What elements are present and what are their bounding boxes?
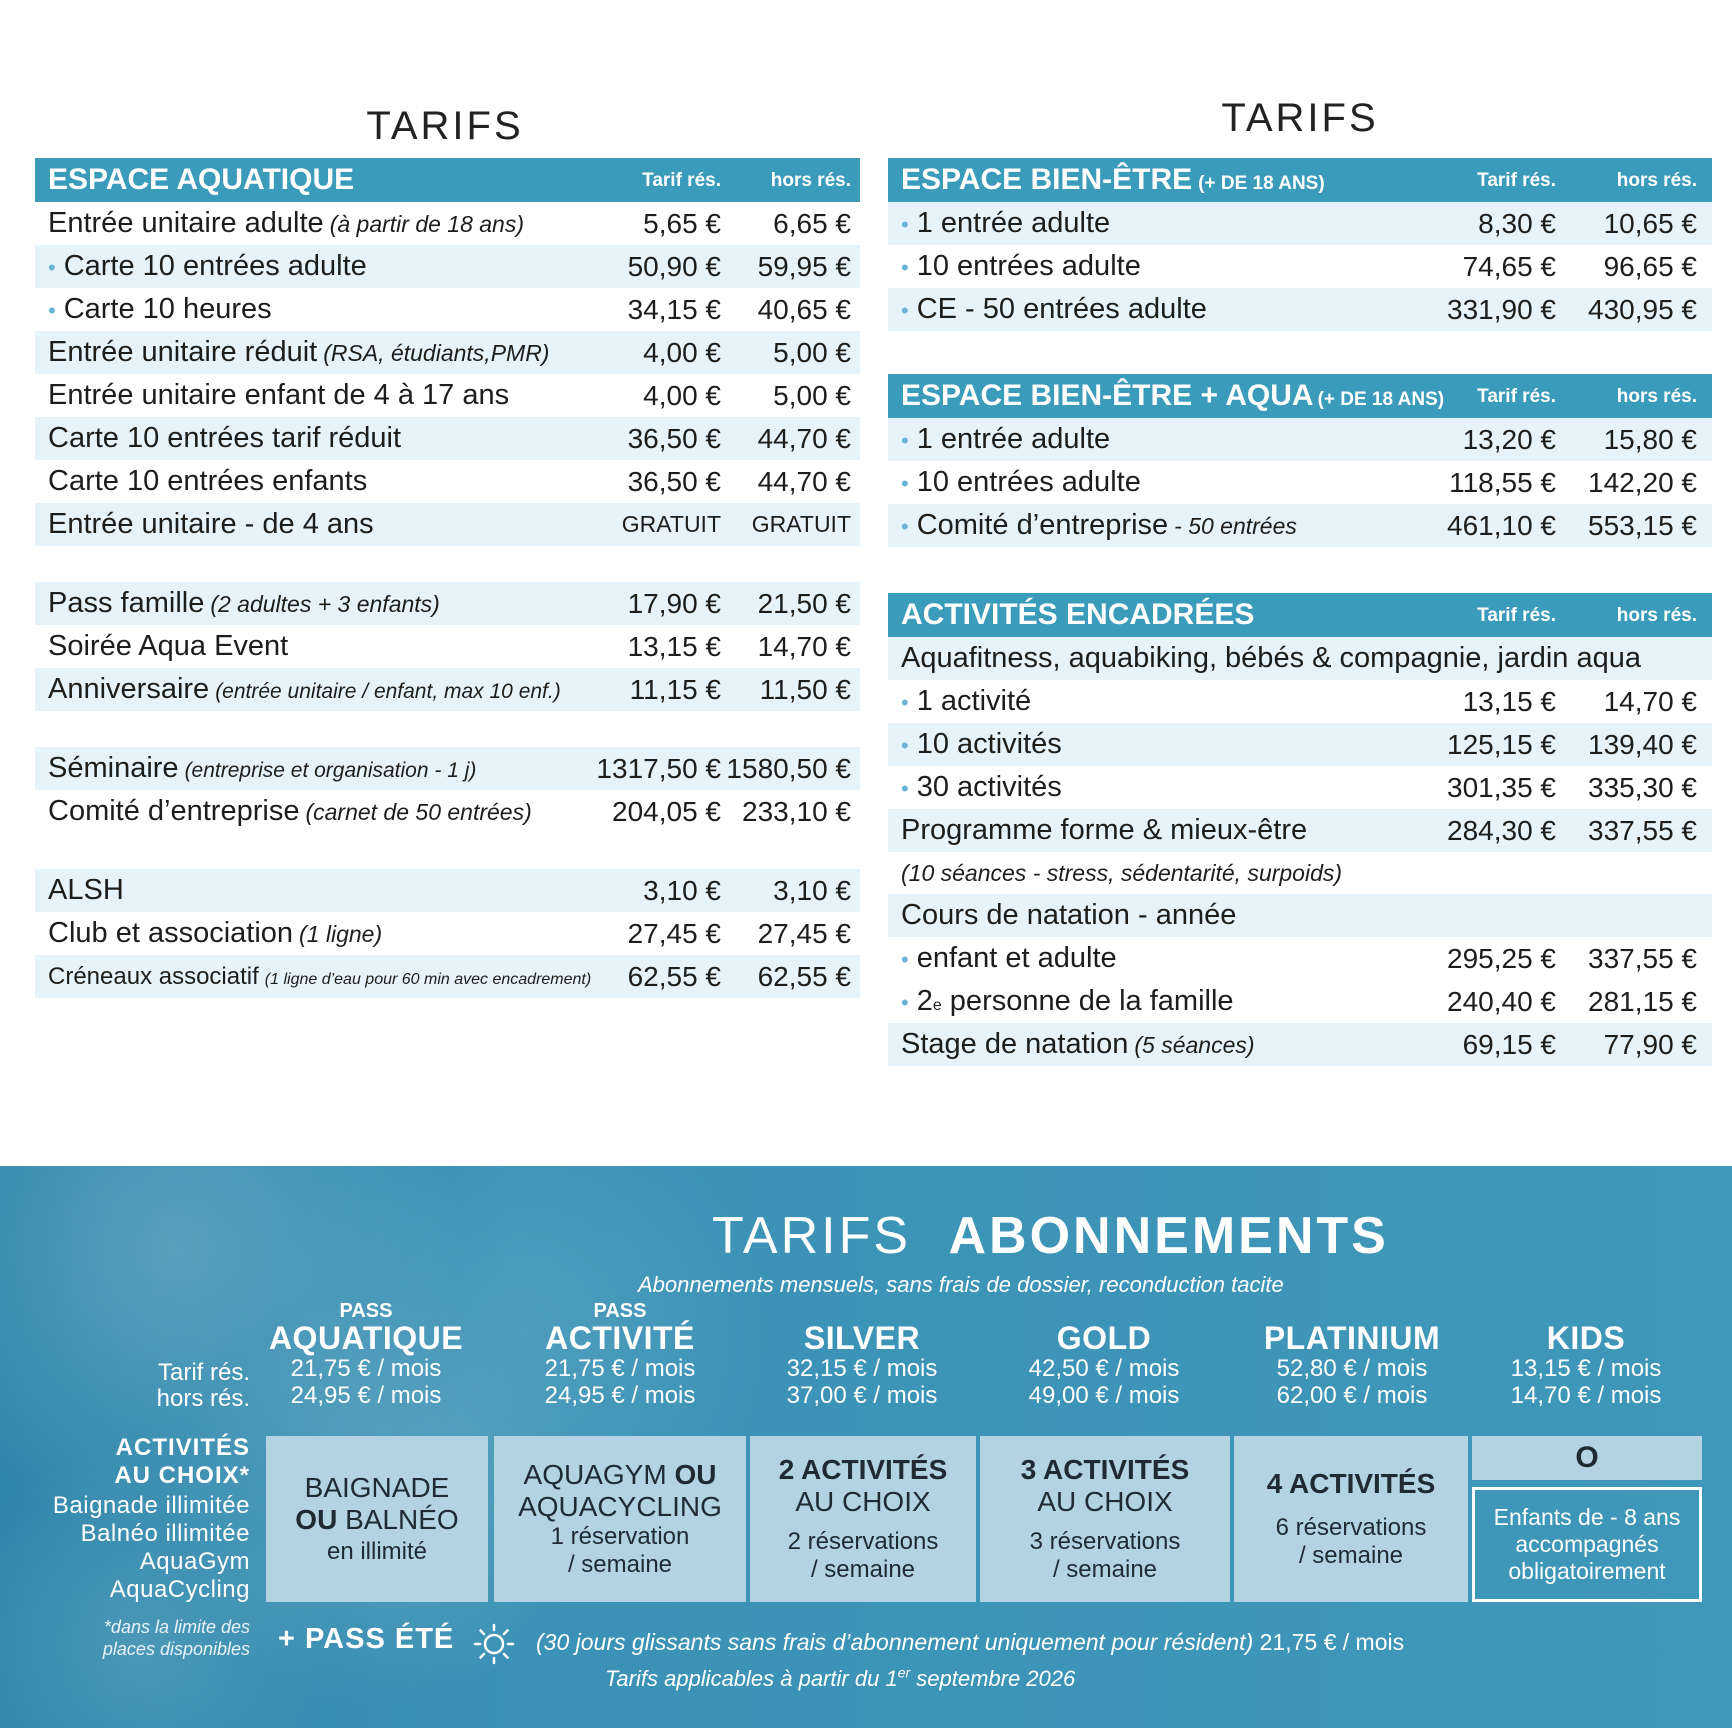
bien-etre-aqua-table [888,374,1712,547]
price-hors: 14,70 € [1603,685,1697,717]
row-label: Entrée unitaire enfant de 4 à 17 ans [48,379,510,411]
row-label: • 1 activité [901,685,1032,717]
col-tarif-res: Tarif rés. [642,170,721,191]
table-row [35,582,860,625]
bien-etre-table [888,158,1712,331]
price-hors: 139,40 € [1588,728,1697,760]
row-label: • 10 entrées adulte [901,250,1141,282]
table-row [35,912,860,955]
pass-activité: PASS ACTIVITÉ 21,75 € / mois 24,95 € / mois [544,1300,696,1409]
bullet-icon: • [901,255,909,280]
activites-intro: Aquafitness, aquabiking, bébés & compagnie, jardin aqua [888,637,1712,680]
price-res: 62,55 € [627,960,721,992]
row-label: Comité d’entreprise (carnet de 50 entrées) [48,795,532,827]
price-hors: 10,65 € [1603,207,1697,239]
price-hors: 6,65 € [773,207,851,239]
activites-au-choix-title: ACTIVITÉS AU CHOIX* [114,1434,250,1489]
price-hors: 142,20 € [1588,466,1697,498]
table-row [888,202,1712,245]
table-row [35,790,860,833]
table-row [35,245,860,288]
price-res: 11,15 € [629,673,721,705]
footnote: *dans la limite des places disponibles [102,1617,250,1659]
row-label: Entrée unitaire - de 4 ans [48,508,374,540]
footer-note: Tarifs applicables à partir du 1er septembre 2026 [605,1664,1076,1691]
abonnements-subtitle: Abonnements mensuels, sans frais de dossier, reconduction tacite [638,1272,1284,1297]
table-row [35,460,860,503]
bullet-icon: • [901,298,909,323]
activites-list [53,1492,250,1604]
table-row [888,288,1712,331]
row-label: Anniversaire (entrée unitaire / enfant, max 10 enf.) [48,673,561,705]
right-title: TARIFS [1221,96,1379,140]
price-res: 13,15 € [1462,685,1556,717]
price-hors: 44,70 € [757,465,851,497]
label-hors-res: hors rés. [156,1385,250,1412]
group-spacer [35,546,860,582]
row-label: Créneaux associatif (1 ligne d’eau pour 60 min avec encadrement) [48,962,592,990]
activity-item: Baignade illimitée [52,1492,250,1519]
row-label: • 10 entrées adulte [901,466,1141,498]
row-label: • Carte 10 entrées adulte [48,250,367,282]
table-row: Programme forme & mieux-être 284,30 € 337,55 € [888,809,1712,852]
col-hors-res: hors rés. [1616,170,1697,191]
table-header [888,158,1712,202]
row-label: • Carte 10 heures [48,293,272,325]
activity-item: AquaCycling [109,1576,250,1603]
table-title: ACTIVITÉS ENCADRÉES [901,598,1255,631]
activites-table [888,593,1712,1066]
bullet-icon: • [901,212,909,237]
row-label: • 1 entrée adulte [901,207,1111,239]
price-res: 118,55 € [1449,466,1556,498]
row-label: • 30 activités [901,771,1062,803]
table-title: ESPACE BIEN-ÊTRE (+ DE 18 ANS) [901,163,1325,196]
col-tarif-res: Tarif rés. [1477,170,1556,191]
left-rows [35,202,860,998]
price-hors: 15,80 € [1603,423,1697,455]
price-hors: 335,30 € [1588,771,1697,803]
price-hors: 44,70 € [757,422,851,454]
bullet-icon: • [901,514,909,539]
price-res: GRATUIT [621,511,721,537]
table-row [888,766,1712,809]
table-row [888,245,1712,288]
activites-rows [888,680,1712,809]
row-label: Carte 10 entrées enfants [48,465,368,497]
price-hors: 1580,50 € [726,752,851,784]
col-hors-res: hors rés. [770,170,851,191]
price-hors: 11,50 € [759,673,851,705]
table-row [888,680,1712,723]
price-hors: 96,65 € [1603,250,1697,282]
pass-aquatique: PASS AQUATIQUE 21,75 € / mois 24,95 € / mois [268,1300,464,1409]
price-hors: 14,70 € [757,630,851,662]
price-res: 301,35 € [1447,771,1556,803]
table-row [888,504,1712,547]
abonnements-section [0,1166,1732,1728]
bullet-icon: • [901,428,909,453]
price-res: 50,90 € [627,250,721,282]
cours-title: Cours de natation - année [888,894,1712,937]
price-res: 27,45 € [627,917,721,949]
table-row [888,723,1712,766]
table-header [35,158,860,202]
bullet-icon: • [48,298,56,323]
box-kids-top: O [1472,1436,1702,1480]
price-res: 331,90 € [1447,293,1556,325]
price-hors: 59,95 € [757,250,851,282]
table-title: ESPACE AQUATIQUE [48,163,355,196]
price-res: 204,05 € [612,795,721,827]
box-kids-note: Enfants de - 8 ans accompagnés obligatoirement [1472,1487,1702,1602]
price-hors: GRATUIT [751,511,851,537]
price-res: 4,00 € [643,336,721,368]
price-hors: 553,15 € [1588,509,1697,541]
table-row [35,374,860,417]
label-tarif-res: Tarif rés. [157,1359,250,1386]
activity-item: Balnéo illimitée [80,1520,250,1547]
table-header [888,593,1712,637]
bullet-icon: • [901,776,909,801]
box-platinium: 4 ACTIVITÉS 6 réservations / semaine [1234,1436,1468,1602]
table-row [35,747,860,790]
pass-ete: + PASS ÉTÉ [278,1623,455,1655]
row-label: Carte 10 entrées tarif réduit [48,422,402,454]
sun-icon [472,1622,516,1666]
espace-aquatique-table [35,158,860,998]
programme-note: (10 séances - stress, sédentarité, surpoids) [901,859,1343,886]
table-row [35,417,860,460]
bullet-icon: • [901,733,909,758]
table-title: ESPACE BIEN-ÊTRE + AQUA (+ DE 18 ANS) [901,379,1445,412]
price-res: 461,10 € [1447,509,1556,541]
price-res: 8,30 € [1478,207,1556,239]
box-pass-aquatique: BAIGNADE OU BALNÉO en illimité [266,1436,488,1602]
table-row [35,202,860,245]
table-row [35,288,860,331]
bullet-icon: • [901,471,909,496]
row-label: Soirée Aqua Event [48,630,289,662]
table-header [888,374,1712,418]
bien-etre-aqua-rows [888,418,1712,547]
price-res: 17,90 € [627,587,721,619]
table-row [35,668,860,711]
table-row [888,418,1712,461]
col-hors-res: hors rés. [1616,386,1697,407]
table-row: Stage de natation (5 séances) 69,15 € 77,90 € [888,1023,1712,1066]
price-res: 3,10 € [643,874,721,906]
table-row [35,625,860,668]
table-row: • enfant et adulte 295,25 € 337,55 € [901,942,1697,974]
price-hors: 27,45 € [757,917,851,949]
price-res: 5,65 € [643,207,721,239]
pass-silver: SILVER 32,15 € / mois 37,00 € / mois [786,1320,938,1409]
price-res: 4,00 € [643,379,721,411]
row-label: • 10 activités [901,728,1062,760]
table-row [35,869,860,912]
col-tarif-res: Tarif rés. [1477,386,1556,407]
activity-item: AquaGym [139,1548,250,1575]
table-row [35,331,860,374]
row-label: • Comité d’entreprise - 50 entrées [901,509,1297,541]
group-spacer [35,711,860,747]
row-label: • CE - 50 entrées adulte [901,293,1207,325]
price-res: 1317,50 € [596,752,721,784]
table-row [888,461,1712,504]
price-res: 34,15 € [627,293,721,325]
col-hors-res: hors rés. [1616,605,1697,626]
box-silver: 2 ACTIVITÉS AU CHOIX 2 réservations / semaine [750,1436,976,1602]
price-hors: 5,00 € [773,336,851,368]
bullet-icon: • [48,255,56,280]
col-tarif-res: Tarif rés. [1477,605,1556,626]
price-hors: 62,55 € [757,960,851,992]
row-label: Pass famille (2 adultes + 3 enfants) [48,587,440,619]
price-res: 36,50 € [627,422,721,454]
pass-gold: GOLD 42,50 € / mois 49,00 € / mois [1028,1320,1180,1409]
price-hors: 21,50 € [757,587,851,619]
price-res: 74,65 € [1462,250,1556,282]
table-row [35,503,860,546]
pass-platinium: PLATINIUM 52,80 € / mois 62,00 € / mois [1263,1320,1441,1409]
table-row [35,955,860,998]
abonnements-title: TARIFS ABONNEMENTS [712,1207,1389,1265]
row-label: Club et association (1 ligne) [48,917,383,949]
bien-etre-rows [888,202,1712,331]
row-label: Entrée unitaire réduit (RSA, étudiants,PMR) [48,336,550,368]
table-row: • 2 e personne de la famille 240,40 € 281,15 € [901,985,1697,1017]
row-label: ALSH [48,874,124,906]
group-spacer [35,833,860,869]
box-pass-activite: AQUAGYM OU AQUACYCLING 1 réservation / semaine [494,1436,746,1602]
bullet-icon: • [901,690,909,715]
price-hors: 3,10 € [773,874,851,906]
pass-kids: KIDS 13,15 € / mois 14,70 € / mois [1510,1320,1662,1409]
price-res: 13,15 € [627,630,721,662]
row-label: Entrée unitaire adulte (à partir de 18 ans) [48,207,525,239]
row-label: • 1 entrée adulte [901,423,1111,455]
price-hors: 5,00 € [773,379,851,411]
price-hors: 40,65 € [757,293,851,325]
price-res: 125,15 € [1447,728,1556,760]
price-res: 13,20 € [1462,423,1556,455]
price-res: 36,50 € [627,465,721,497]
box-gold: 3 ACTIVITÉS AU CHOIX 3 réservations / semaine [980,1436,1230,1602]
price-hors: 430,95 € [1588,293,1697,325]
row-label: Séminaire (entreprise et organisation - 1 j) [48,752,477,784]
price-hors: 233,10 € [742,795,851,827]
pass-ete-note: (30 jours glissants sans frais d’abonnement uniquement pour résident) 21,75 € / mois [536,1629,1405,1655]
left-title: TARIFS [366,104,524,148]
